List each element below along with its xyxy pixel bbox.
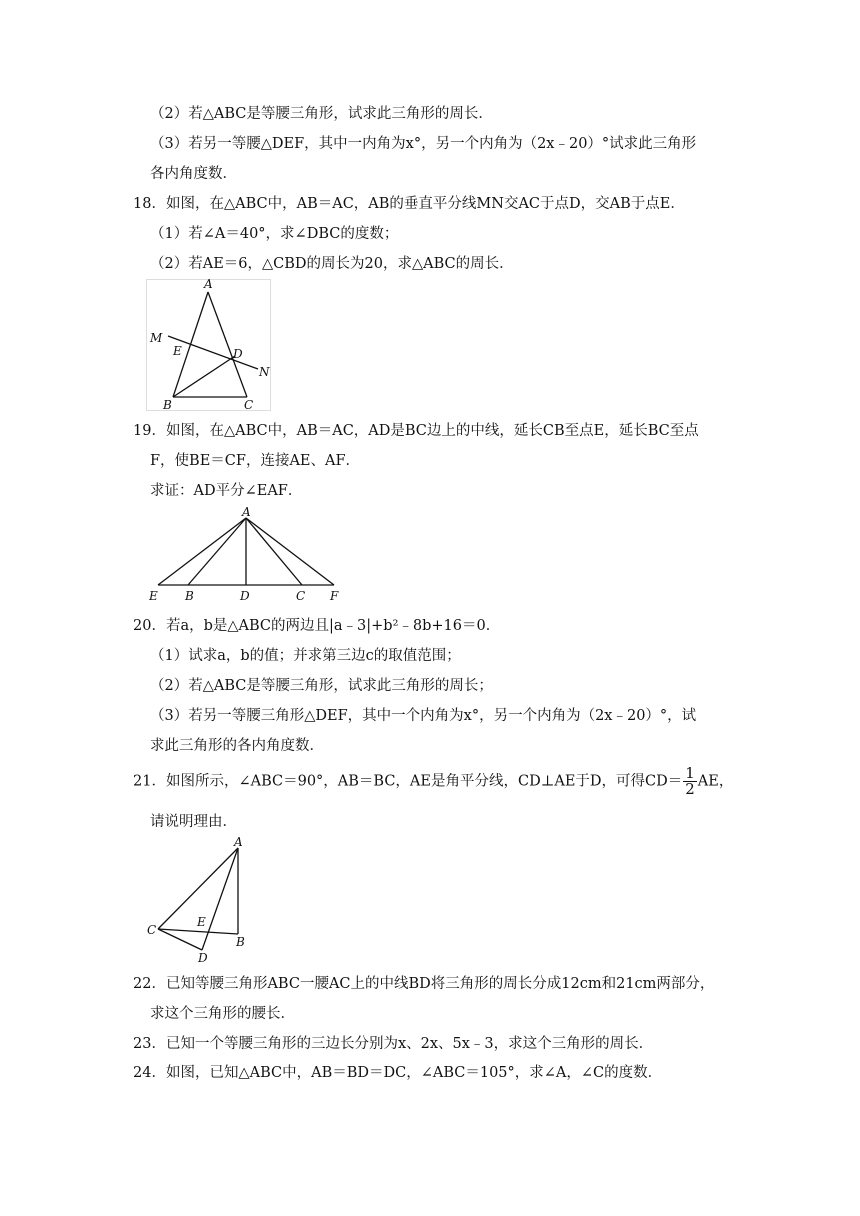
q17-part3-line1: （3）若另一等腰△DEF，其中一内角为x°，另一个内角为（2x﹣20）°试求此三角形: [150, 136, 697, 152]
label-n: N: [259, 365, 270, 379]
q20-part1: （1）试求a，b的值；并求第三边c的取值范围；: [150, 648, 461, 664]
label-a: A: [234, 836, 243, 849]
segment-cd: [158, 929, 202, 950]
segment-cb: [158, 929, 238, 934]
label-d: D: [240, 589, 250, 603]
label-c: C: [147, 923, 157, 937]
label-m: M: [150, 331, 163, 345]
q22-stem-line1: 22．已知等腰三角形ABC一腰AC上的中线BD将三角形的周长分成12cm和21cm两部分，: [133, 976, 715, 992]
segment-af: [246, 518, 334, 585]
segment-ac: [208, 292, 247, 397]
label-a: A: [204, 279, 213, 291]
label-e: E: [173, 344, 182, 358]
label-b: B: [185, 589, 194, 603]
segment-ab: [188, 518, 246, 585]
q17-part2: （2）若△ABC是等腰三角形，试求此三角形的周长．: [150, 106, 493, 122]
label-e: E: [197, 915, 206, 929]
q21-stem-post: AE，: [697, 773, 734, 790]
segment-ad: [202, 848, 238, 950]
label-b: B: [163, 398, 172, 412]
fraction-numerator: 1: [685, 764, 695, 782]
q18-figure-frame: [147, 280, 271, 411]
segment-ae: [158, 518, 246, 585]
q23-stem: 23．已知一个等腰三角形的三边长分别为x、2x、5x﹣3，求这个三角形的周长．: [133, 1036, 654, 1052]
segment-ac: [246, 518, 302, 585]
fraction-denominator: 2: [685, 780, 695, 798]
segment-bd: [173, 356, 235, 397]
label-d: D: [198, 951, 208, 965]
label-c: C: [244, 398, 254, 412]
q20-part3-line1: （3）若另一等腰三角形△DEF，其中一个内角为x°，另一个内角为（2x﹣20）°，试: [150, 708, 697, 724]
q20-part3-line2: 求此三角形的各内角度数．: [150, 738, 324, 754]
q17-part3-line2: 各内角度数．: [150, 166, 237, 182]
q19-stem-line1: 19．如图，在△ABC中，AB＝AC，AD是BC边上的中线，延长CB至点E，延长BC至点: [133, 423, 699, 439]
q19-figure: [142, 504, 352, 608]
q21-figure: [142, 836, 262, 968]
q20-part2: （2）若△ABC是等腰三角形，试求此三角形的周长；: [150, 678, 493, 694]
q18-stem: 18．如图，在△ABC中，AB＝AC，AB的垂直平分线MN交AC于点D，交AB于点E．: [133, 196, 685, 212]
label-f: F: [330, 589, 339, 603]
q18-part2: （2）若AE＝6，△CBD的周长为20，求△ABC的周长．: [150, 256, 514, 272]
q19-prove: 求证：AD平分∠EAF．: [150, 483, 303, 499]
label-d: D: [233, 347, 243, 361]
label-b: B: [236, 935, 245, 949]
label-a: A: [242, 505, 251, 519]
q22-stem-line2: 求这个三角形的腰长．: [150, 1006, 295, 1022]
q21-stem: [133, 766, 733, 797]
q18-figure: [146, 279, 272, 412]
q21-stem-line2: 请说明理由．: [150, 814, 237, 830]
fraction-one-half: [683, 766, 697, 797]
q20-stem: 20．若a，b是△ABC的两边且|a﹣3|+b²﹣8b+16＝0．: [133, 618, 501, 634]
label-e: E: [149, 589, 158, 603]
q18-part1: （1）若∠A＝40°，求∠DBC的度数；: [150, 226, 399, 242]
q24-stem: 24．如图，已知△ABC中，AB＝BD＝DC，∠ABC＝105°，求∠A，∠C的度数．: [133, 1065, 663, 1081]
q21-stem-pre: 21．如图所示，∠ABC＝90°，AB＝BC，AE是角平分线，CD⊥AE于D，可得CD＝: [133, 773, 683, 790]
q19-stem-line2: F，使BE＝CF，连接AE、AF．: [150, 453, 361, 469]
label-c: C: [296, 589, 306, 603]
